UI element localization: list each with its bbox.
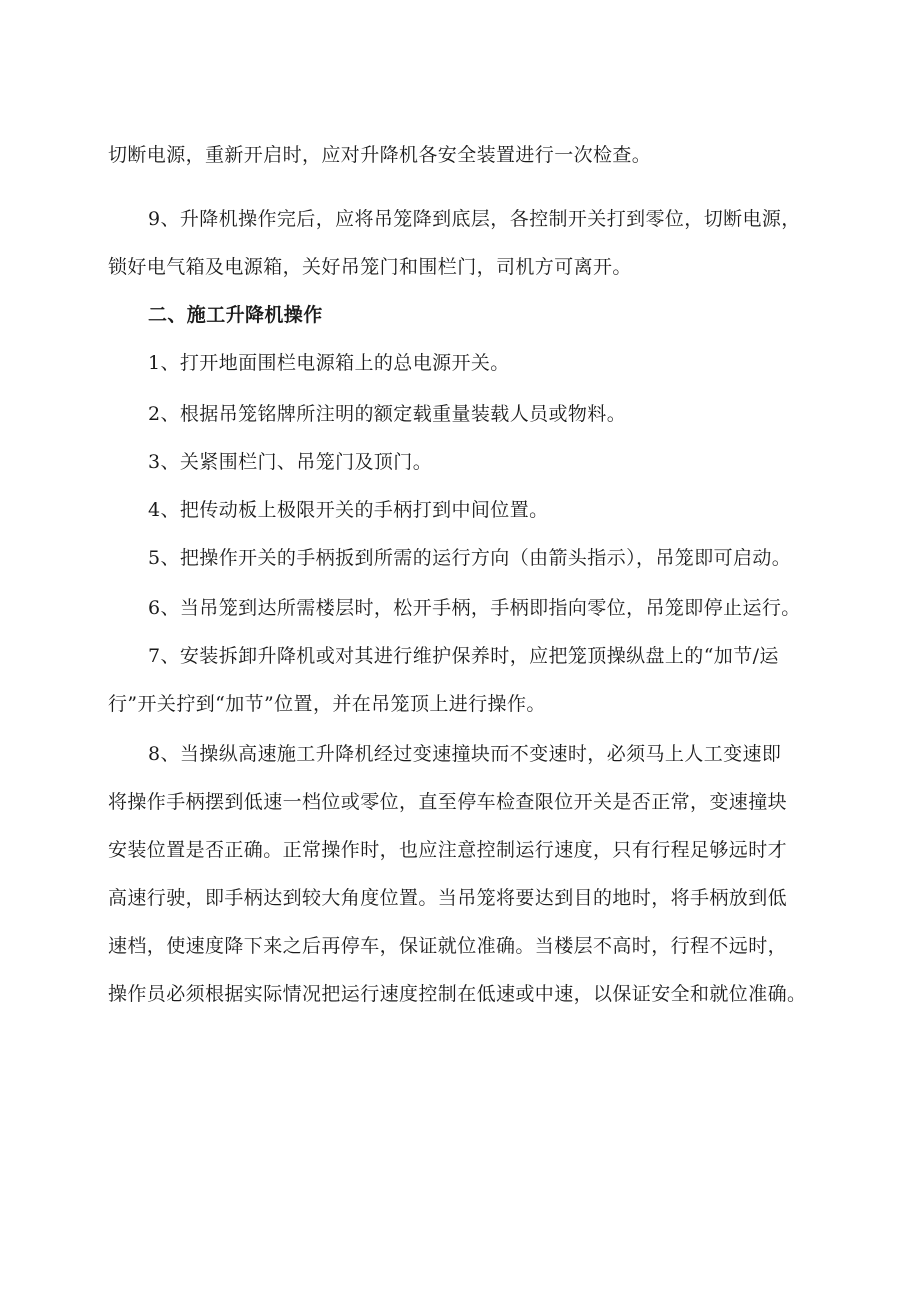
list-item: 3、关紧围栏门、吊笼门及顶门。	[148, 451, 433, 473]
paragraph-line: 安装位置是否正确。正常操作时，也应注意控制运行速度，只有行程足够远时才	[108, 839, 788, 861]
list-item: 5、把操作开关的手柄扳到所需的运行方向（由箭头指示），吊笼即可启动。	[148, 547, 792, 569]
paragraph-line: 操作员必须根据实际情况把运行速度控制在低速或中速，以保证安全和就位准确。	[108, 983, 807, 1005]
section-heading: 二、施工升降机操作	[148, 304, 323, 326]
list-item: 8、当操纵高速施工升降机经过变速撞块而不变速时，必须马上人工变速即	[148, 743, 782, 765]
list-item: 1、打开地面围栏电源箱上的总电源开关。	[148, 352, 510, 374]
paragraph-line: 9、升降机操作完后，应将吊笼降到底层，各控制开关打到零位，切断电源，	[148, 208, 801, 230]
paragraph-line: 行”开关拧到“加节”位置，并在吊笼顶上进行操作。	[108, 693, 546, 715]
paragraph-line: 高速行驶，即手柄达到较大角度位置。当吊笼将要达到目的地时，将手柄放到低	[108, 887, 788, 909]
list-item: 2、根据吊笼铭牌所注明的额定载重量装载人员或物料。	[148, 403, 627, 425]
paragraph-line: 将操作手柄摆到低速一档位或零位，直至停车检查限位开关是否正常，变速撞块	[108, 791, 788, 813]
paragraph-line: 切断电源，重新开启时，应对升降机各安全装置进行一次检查。	[108, 144, 652, 166]
list-item: 6、当吊笼到达所需楼层时，松开手柄，手柄即指向零位，吊笼即停止运行。	[148, 597, 801, 619]
paragraph-line: 速档，使速度降下来之后再停车，保证就位准确。当楼层不高时，行程不远时，	[108, 935, 788, 957]
list-item: 4、把传动板上极限开关的手柄打到中间位置。	[148, 499, 549, 521]
list-item: 7、安装拆卸升降机或对其进行维护保养时，应把笼顶操纵盘上的“加节/运	[148, 645, 779, 667]
paragraph-line: 锁好电气箱及电源箱，关好吊笼门和围栏门，司机方可离开。	[108, 256, 632, 278]
